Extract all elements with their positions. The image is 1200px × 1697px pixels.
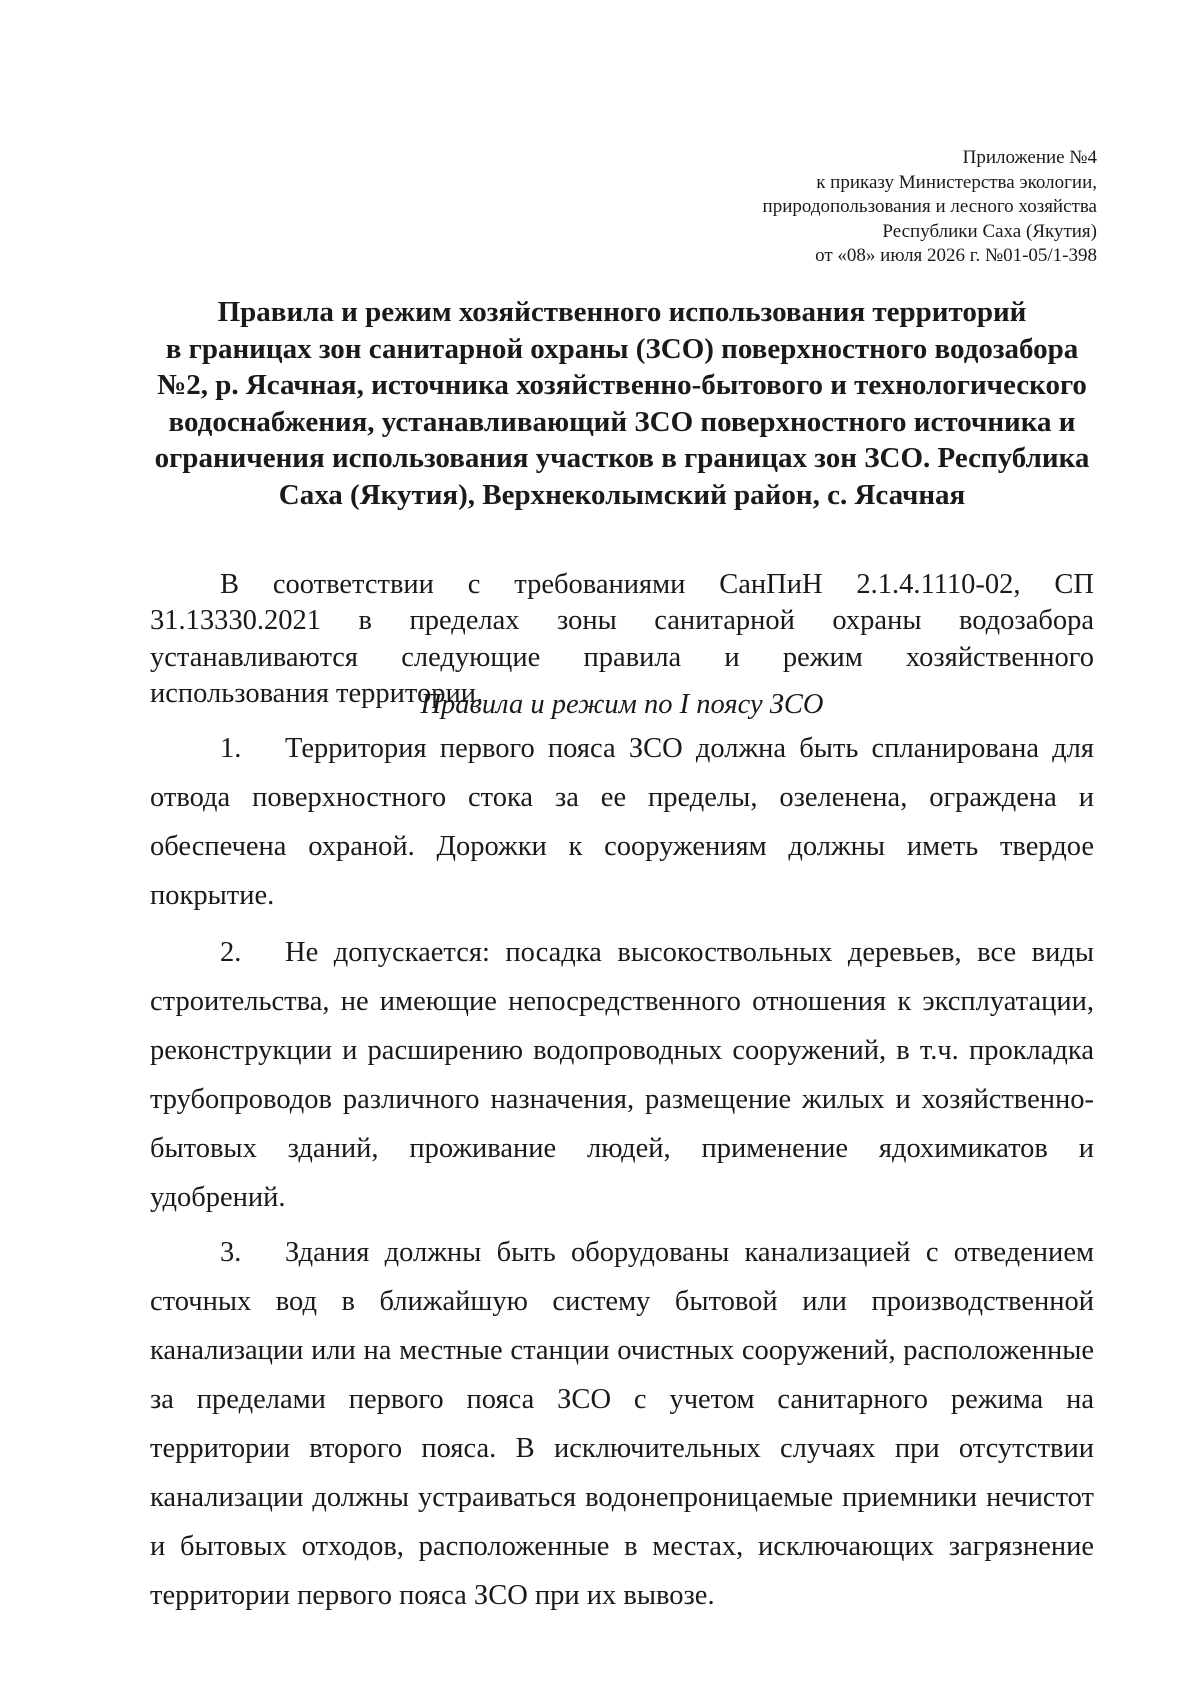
appendix-line: к приказу Министерства экологии,	[816, 171, 1097, 193]
section-heading: Правила и режим по I поясу ЗСО	[420, 689, 824, 720]
title-line: в границах зон санитарной охраны (ЗСО) поверхностного водозабора	[165, 332, 1079, 365]
list-item	[150, 724, 1094, 920]
list-item	[150, 928, 1094, 1222]
intro-paragraph: В соответствии с требованиями СанПиН 2.1.4.1110-02, СП 31.13330.2021 в пределах зоны санитарной охраны водозабора устанавливаются следующие правила и режим хозяйственного использования территории.	[150, 568, 1094, 709]
title-line: водоснабжения, устанавливающий ЗСО поверхностного источника и	[168, 405, 1076, 438]
item-text: Здания должны быть оборудованы канализацией с отведением сточных вод в ближайшую систему бытовой или производственной канализации или на местные станции очистных сооружений, расположенные за пределами первого пояса ЗСО с учетом санитарного режима на территории второго пояса. В исключительных случаях при отсутствии канализации должны устраиваться водонепроницаемые приемники нечистот и бытовых отходов, расположенные в местах, исключающих загрязнение территории первого пояса ЗСО при их вывозе.	[150, 1237, 1094, 1611]
item-number: 1.	[220, 733, 242, 764]
item-text: Не допускается: посадка высокоствольных деревьев, все виды строительства, не имеющие непосредственного отношения к эксплуатации, реконструкции и расширению водопроводных сооружений, в т.ч. прокладка трубопроводов различного назначения, размещение жилых и хозяйственно-бытовых зданий, проживание людей, применение ядохимикатов и удобрений.	[150, 937, 1094, 1213]
document-title	[150, 294, 1094, 514]
appendix-header	[577, 146, 1097, 269]
title-line: №2, р. Ясачная, источника хозяйственно-бытового и технологического	[157, 369, 1087, 402]
item-text: Территория первого пояса ЗСО должна быть спланирована для отвода поверхностного стока за ее пределы, озеленена, ограждена и обеспечена охраной. Дорожки к сооружениям должны иметь твердое покрытие.	[150, 733, 1094, 911]
rules-list	[150, 724, 1094, 1620]
title-line: Правила и режим хозяйственного использования территорий	[217, 296, 1027, 328]
appendix-line: Республики Саха (Якутия)	[882, 220, 1097, 242]
list-item	[150, 1228, 1094, 1620]
item-number: 3.	[220, 1237, 242, 1268]
appendix-line: природопользования и лесного хозяйства	[762, 196, 1097, 217]
appendix-line: от «08» июля 2026 г. №01-05/1-398	[815, 245, 1097, 266]
title-line: Саха (Якутия), Верхнеколымский район, с. Ясачная	[278, 478, 966, 511]
appendix-line: Приложение №4	[962, 147, 1097, 168]
item-number: 2.	[220, 937, 242, 968]
title-line: ограничения использования участков в границах зон ЗСО. Республика	[154, 442, 1090, 475]
